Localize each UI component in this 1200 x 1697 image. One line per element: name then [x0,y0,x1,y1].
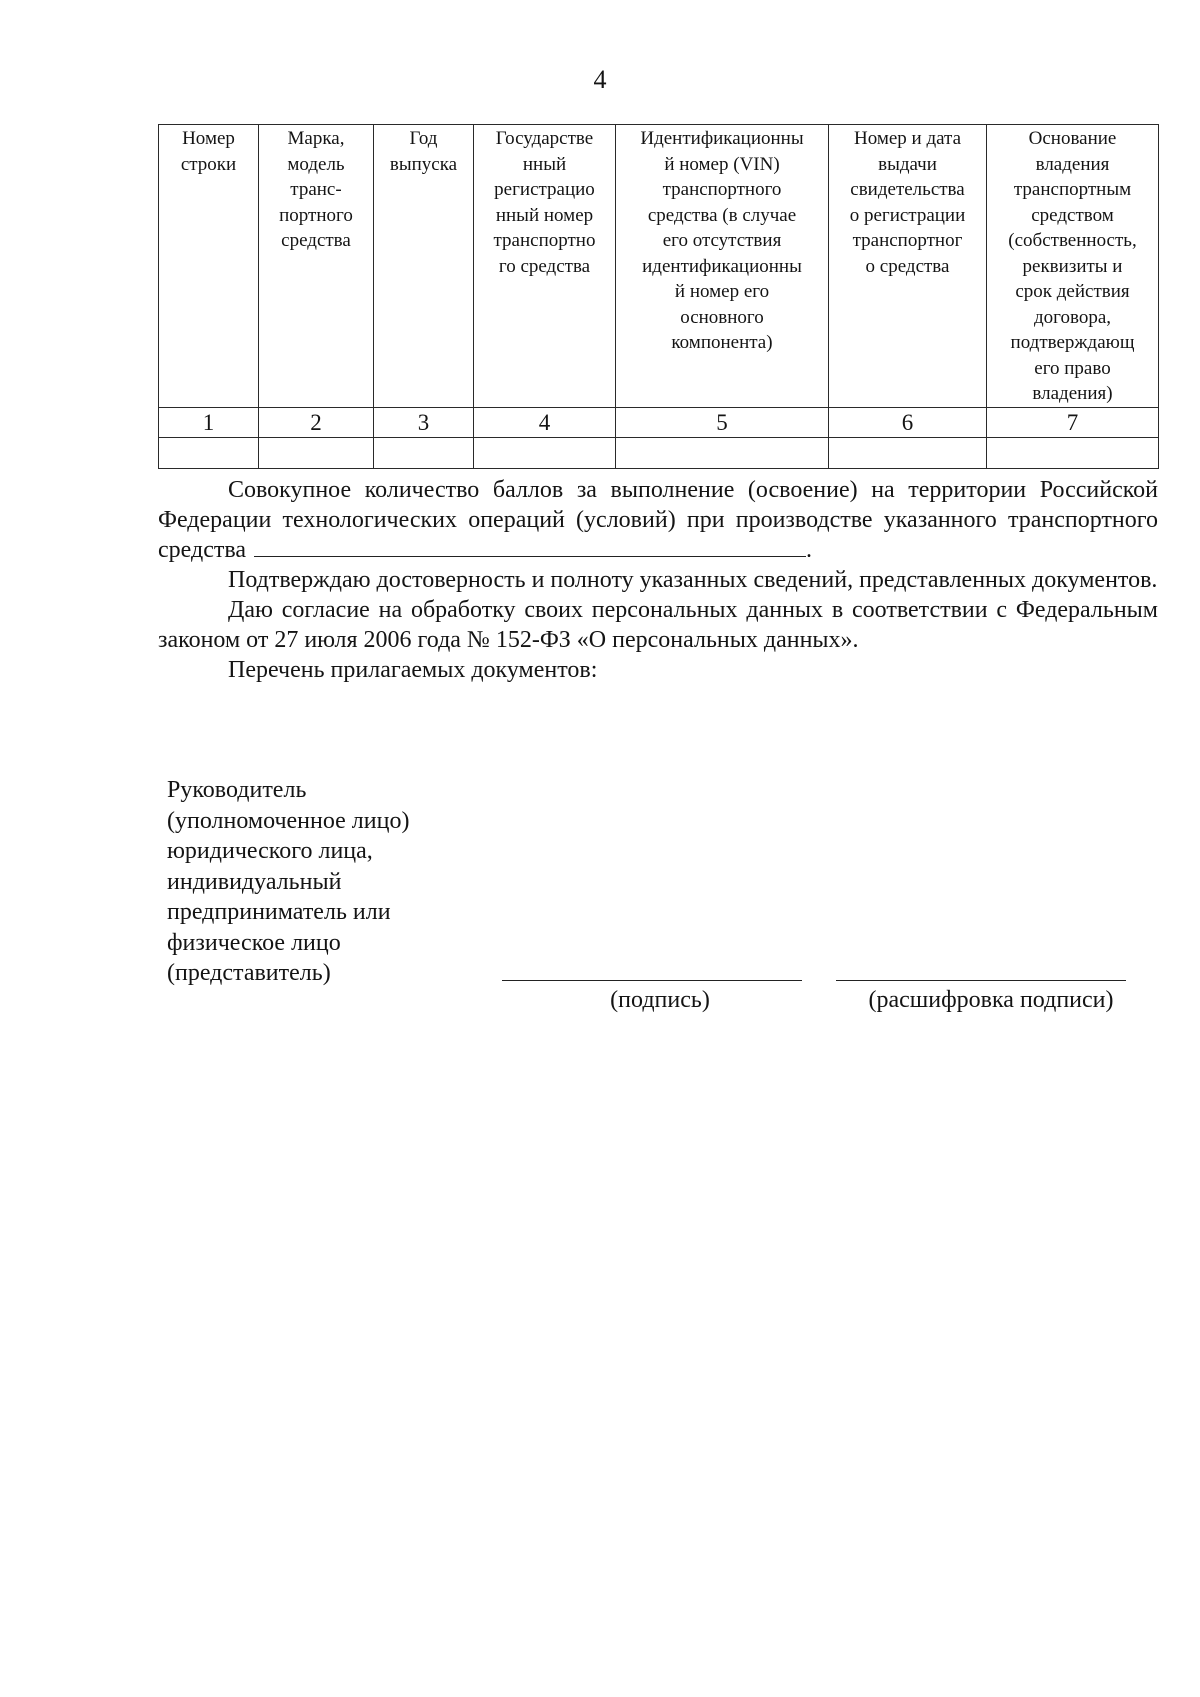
column-number: 6 [829,407,987,437]
vehicle-table [158,124,1159,469]
header-ownership-basis: Основание владения транспортным средством (собственность, реквизиты и срок действия договора, подтверждающ его право владения) [987,125,1159,408]
table-header-row [159,125,1159,408]
points-fill-line[interactable] [254,536,806,557]
table-column-numbers-row [159,407,1159,437]
column-number: 2 [259,407,374,437]
table-cell[interactable] [374,437,474,468]
signature-transcript-line[interactable] [836,980,1126,981]
signature-transcript-label: (расшифровка подписи) [868,987,1114,1013]
header-certificate: Номер и дата выдачи свидетельства о регистрации транспортног о средства [829,125,987,408]
body-text [158,475,1158,685]
table-cell[interactable] [259,437,374,468]
table-cell[interactable] [829,437,987,468]
attachments-paragraph: Перечень прилагаемых документов: [228,657,598,683]
table-cell[interactable] [474,437,616,468]
header-make-model: Марка, модель транс- портного средства [259,125,374,408]
table-cell[interactable] [616,437,829,468]
column-number: 7 [987,407,1159,437]
table-cell[interactable] [159,437,259,468]
points-end: . [806,537,813,563]
header-vin: Идентификационны й номер (VIN) транспортного средства (в случае его отсутствия идентификационны й номер его основного компонента) [616,125,829,408]
header-row-number: Номер строки [159,125,259,408]
points-text: Совокупное количество баллов за выполнение (освоение) на территории Российской Федерации технологических операций (условий) при производстве указанного транспортного средства [158,477,1158,563]
column-number: 3 [374,407,474,437]
consent-paragraph: Даю согласие на обработку своих персональных данных в соответствии с Федеральным законом от 27 июля 2006 года № 152-ФЗ «О персональных данных». [158,597,1158,653]
points-paragraph [158,475,1158,565]
signature-line[interactable] [502,980,802,981]
column-number: 5 [616,407,829,437]
signatory-block: Руководитель (уполномоченное лицо) юридического лица, индивидуальный предприниматель или физическое лицо (представитель) [167,777,410,986]
page-number: 4 [593,65,607,94]
confirm-paragraph: Подтверждаю достоверность и полноту указанных сведений, представленных документов. [228,567,1158,593]
table-row [159,437,1159,468]
header-year: Год выпуска [374,125,474,408]
signature-label: (подпись) [610,987,710,1013]
table-cell[interactable] [987,437,1159,468]
header-registration-number: Государстве нный регистрацио нный номер транспортно го средства [474,125,616,408]
column-number: 1 [159,407,259,437]
column-number: 4 [474,407,616,437]
